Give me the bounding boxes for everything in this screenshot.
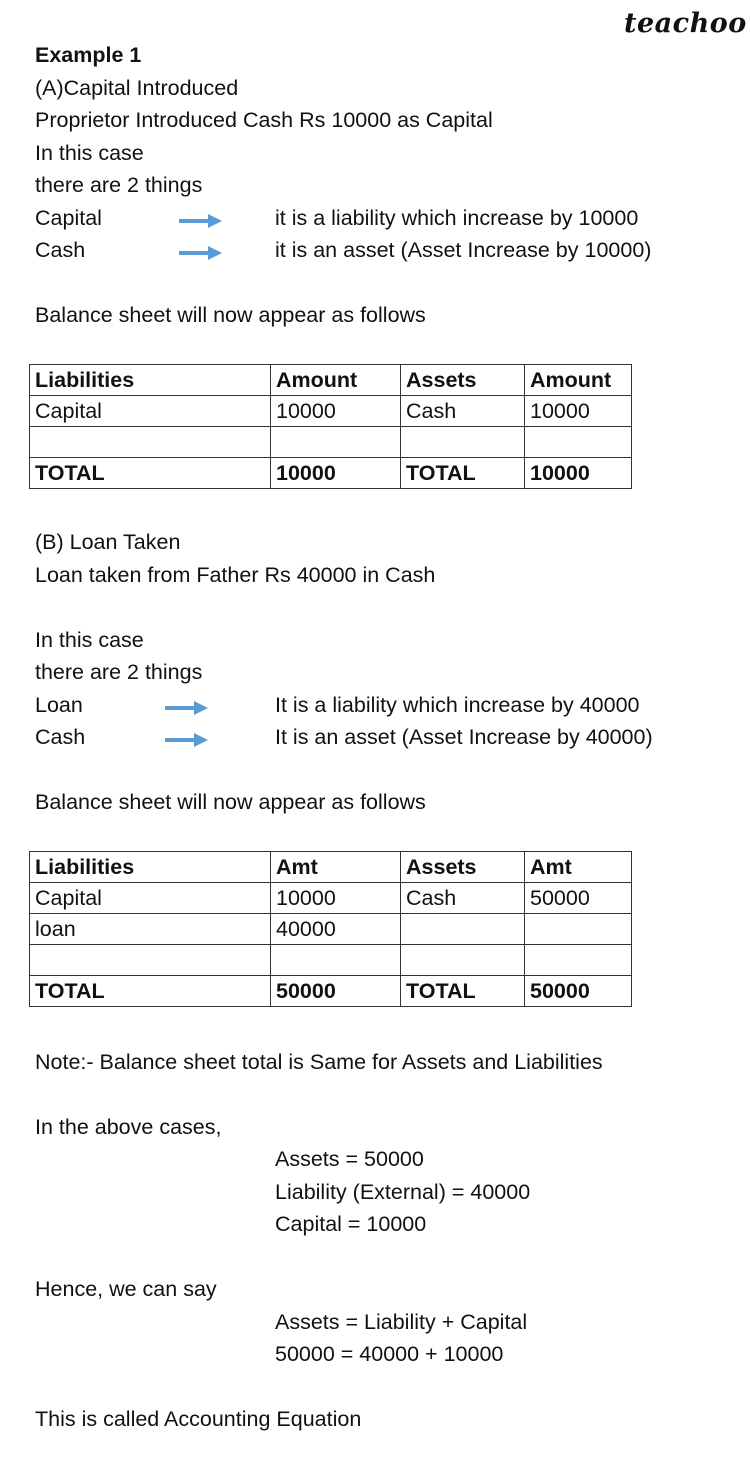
table-cell: Cash bbox=[401, 396, 525, 427]
table-row bbox=[30, 883, 632, 914]
header-cell: Assets bbox=[401, 365, 525, 396]
section-b-balance-intro: Balance sheet will now appear as follows bbox=[35, 790, 426, 814]
section-a-description: Proprietor Introduced Cash Rs 10000 as Capital bbox=[35, 108, 493, 132]
section-b-item-term: Cash bbox=[35, 725, 86, 749]
note-text: Note:- Balance sheet total is Same for Assets and Liabilities bbox=[35, 1050, 603, 1074]
total-cell: TOTAL bbox=[30, 976, 271, 1007]
section-b-heading: (B) Loan Taken bbox=[35, 530, 181, 554]
table-cell: loan bbox=[30, 914, 271, 945]
table-header-row bbox=[30, 365, 632, 396]
section-a-balance-intro: Balance sheet will now appear as follows bbox=[35, 303, 426, 327]
table-header-row bbox=[30, 852, 632, 883]
summary-line: Capital = 10000 bbox=[275, 1212, 427, 1236]
table-cell: Cash bbox=[401, 883, 525, 914]
section-b-item-explanation: It is a liability which increase by 40000 bbox=[275, 693, 640, 717]
header-cell: Amt bbox=[525, 852, 632, 883]
arrow-right-icon bbox=[179, 214, 223, 228]
table-cell bbox=[271, 945, 401, 976]
table-total-row bbox=[30, 976, 632, 1007]
table-cell bbox=[271, 427, 401, 458]
total-cell: TOTAL bbox=[401, 976, 525, 1007]
table-cell bbox=[525, 914, 632, 945]
table-cell bbox=[30, 427, 271, 458]
header-cell: Assets bbox=[401, 852, 525, 883]
header-cell: Amount bbox=[525, 365, 632, 396]
table-row bbox=[30, 396, 632, 427]
table-cell bbox=[525, 945, 632, 976]
equation-line: 50000 = 40000 + 10000 bbox=[275, 1342, 504, 1366]
table-cell bbox=[525, 427, 632, 458]
section-a-item-explanation: it is an asset (Asset Increase by 10000) bbox=[275, 238, 652, 262]
section-a-case-line1: In this case bbox=[35, 141, 144, 165]
table-cell bbox=[401, 945, 525, 976]
total-cell: 10000 bbox=[525, 458, 632, 489]
header-cell: Amt bbox=[271, 852, 401, 883]
table-cell bbox=[401, 427, 525, 458]
teachoo-logo: teachoo bbox=[624, 8, 747, 39]
table-cell: Capital bbox=[30, 883, 271, 914]
table-cell: 50000 bbox=[525, 883, 632, 914]
total-cell: TOTAL bbox=[401, 458, 525, 489]
section-b-item-term: Loan bbox=[35, 693, 83, 717]
summary-line: Liability (External) = 40000 bbox=[275, 1180, 531, 1204]
arrow-right-icon bbox=[165, 701, 209, 715]
summary-line: Assets = 50000 bbox=[275, 1147, 424, 1171]
table-row bbox=[30, 945, 632, 976]
equation-line: Assets = Liability + Capital bbox=[275, 1310, 528, 1334]
header-cell: Liabilities bbox=[30, 852, 271, 883]
section-b-item-explanation: It is an asset (Asset Increase by 40000) bbox=[275, 725, 653, 749]
total-cell: TOTAL bbox=[30, 458, 271, 489]
table-row bbox=[30, 914, 632, 945]
table-cell: Capital bbox=[30, 396, 271, 427]
table-total-row bbox=[30, 458, 632, 489]
section-b-description: Loan taken from Father Rs 40000 in Cash bbox=[35, 563, 436, 587]
section-a-item-term: Capital bbox=[35, 206, 102, 230]
footer-text: This is called Accounting Equation bbox=[35, 1407, 362, 1431]
table-cell: 10000 bbox=[525, 396, 632, 427]
section-b-case-line1: In this case bbox=[35, 628, 144, 652]
balance-sheet-table-a bbox=[29, 364, 632, 489]
summary-intro: In the above cases, bbox=[35, 1115, 222, 1139]
section-a-heading: (A)Capital Introduced bbox=[35, 76, 239, 100]
balance-sheet-table-b bbox=[29, 851, 632, 1007]
section-a-item-term: Cash bbox=[35, 238, 86, 262]
header-cell: Liabilities bbox=[30, 365, 271, 396]
table-cell bbox=[30, 945, 271, 976]
arrow-right-icon bbox=[179, 246, 223, 260]
section-a-item-explanation: it is a liability which increase by 10000 bbox=[275, 206, 639, 230]
table-cell: 40000 bbox=[271, 914, 401, 945]
table-cell: 10000 bbox=[271, 396, 401, 427]
header-cell: Amount bbox=[271, 365, 401, 396]
section-a-case-line2: there are 2 things bbox=[35, 173, 203, 197]
arrow-right-icon bbox=[165, 733, 209, 747]
table-cell bbox=[401, 914, 525, 945]
total-cell: 50000 bbox=[271, 976, 401, 1007]
conclusion-intro: Hence, we can say bbox=[35, 1277, 217, 1301]
section-b-case-line2: there are 2 things bbox=[35, 660, 203, 684]
total-cell: 50000 bbox=[525, 976, 632, 1007]
table-cell: 10000 bbox=[271, 883, 401, 914]
table-row bbox=[30, 427, 632, 458]
total-cell: 10000 bbox=[271, 458, 401, 489]
example-title: Example 1 bbox=[35, 43, 142, 67]
